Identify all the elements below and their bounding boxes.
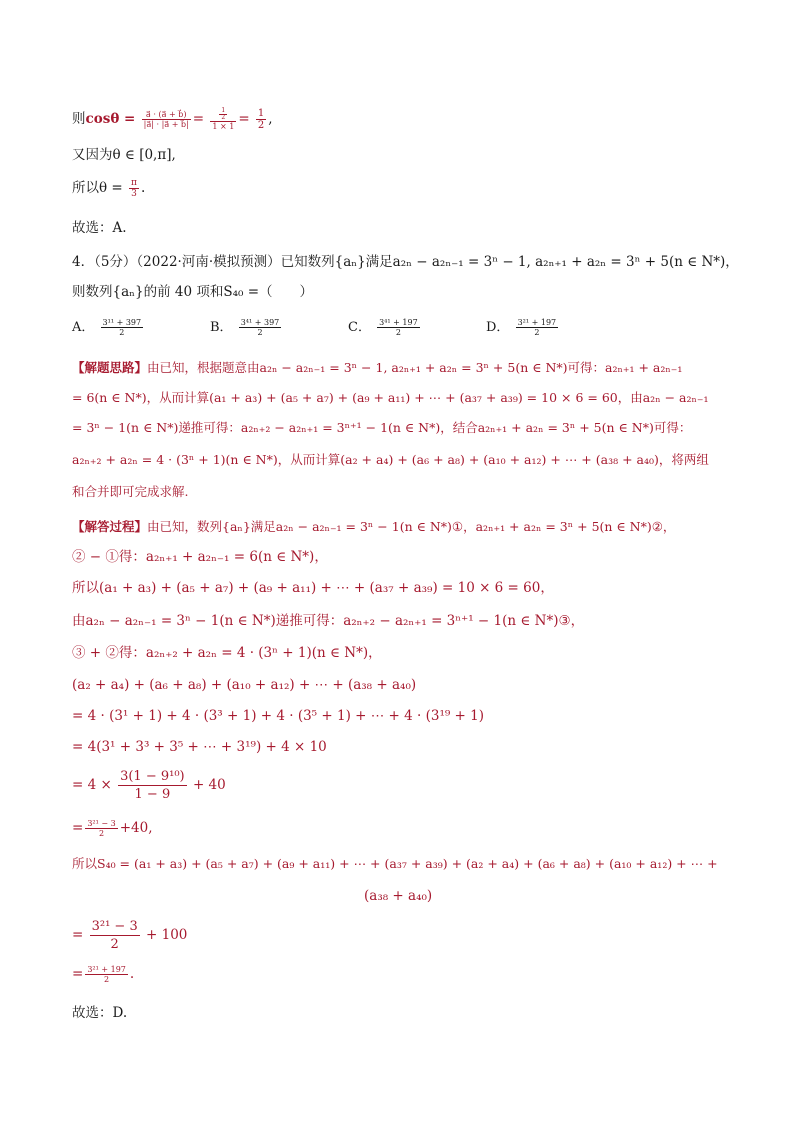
text-suffix: +40, xyxy=(119,820,153,836)
text-prefix: = xyxy=(72,966,84,982)
solution-text: 由已知，数列{aₙ}满足a₂ₙ − a₂ₙ₋₁ = 3ⁿ − 1(n ∈ N*)①，a₂ₙ₊₁ + a₂ₙ = 3ⁿ + 5(n ∈ N*)②， xyxy=(147,519,676,534)
fraction-numerator: 1 xyxy=(257,108,265,119)
fraction-one-half xyxy=(256,108,266,131)
fraction-small xyxy=(85,965,128,984)
fraction-numerator: 3¹¹ + 397 xyxy=(102,318,142,327)
fraction-denominator: 2 xyxy=(534,328,540,337)
option-fraction xyxy=(239,318,282,337)
question-4-stem-cont: 则数列{aₙ}的前 40 项和S₄₀ =（ ） xyxy=(72,284,314,300)
fraction-denominator: 1 × 1 xyxy=(212,122,235,131)
fraction-numerator: 3(1 − 9¹⁰) xyxy=(120,769,185,784)
nested-denominator: 2 xyxy=(221,114,226,121)
question-4-stem: 4．（5分）（2022·河南·模拟预测）已知数列{aₙ}满足a₂ₙ − a₂ₙ₋₁ = 3ⁿ − 1, a₂ₙ₊₁ + a₂ₙ = 3ⁿ + 5(n ∈ N*)， xyxy=(72,254,739,270)
text-prefix: = xyxy=(72,927,84,943)
option-fraction xyxy=(101,318,144,337)
text-suffix: . xyxy=(129,966,135,982)
fraction-numerator: 3⁴¹ + 397 xyxy=(240,318,280,327)
fraction-denominator: 1 − 9 xyxy=(134,787,171,802)
hint-line-1 xyxy=(72,358,682,378)
nested-numerator: 1 xyxy=(221,107,226,114)
answer-a: 故选：A. xyxy=(72,220,127,236)
option-label: C． xyxy=(348,320,371,335)
solution-line-13 xyxy=(72,918,187,953)
text-prefix: 则 xyxy=(72,111,86,127)
solution-line-14 xyxy=(72,964,134,984)
solution-line-5: ③ + ②得：a₂ₙ₊₂ + a₂ₙ = 4 · (3ⁿ + 1)(n ∈ N*)， xyxy=(72,645,382,661)
hint-line-2: = 6(n ∈ N*)，从而计算(a₁ + a₃) + (a₅ + a₇) + (a₉ + a₁₁) + ⋯ + (a₃₇ + a₃₉) = 10 × 6 = 60，由a₂ₙ − a₂ₙ₋₁ xyxy=(72,390,709,405)
option-d xyxy=(486,316,560,337)
solution-theta-value xyxy=(72,178,145,199)
hint-text: 由已知，根据题意由a₂ₙ − a₂ₙ₋₁ = 3ⁿ − 1, a₂ₙ₊₁ + a₂ₙ = 3ⁿ + 5(n ∈ N*)可得：a₂ₙ₊₁ + a₂ₙ₋₁ xyxy=(147,360,683,375)
fraction-numerator: 3²¹ + 197 xyxy=(87,965,126,974)
answer-d: 故选：D. xyxy=(72,1005,128,1021)
fraction-geometric-sum xyxy=(118,768,187,803)
fraction-numerator: a⃗ · (a⃗ + b⃗) xyxy=(142,110,191,120)
solution-line-12: (a₃₈ + a₄₀) xyxy=(364,888,433,904)
fraction-dot-product xyxy=(142,110,191,129)
hint-line-5: 和合并即可完成求解. xyxy=(72,484,189,499)
option-fraction xyxy=(516,318,559,337)
hint-line-4: a₂ₙ₊₂ + a₂ₙ = 4 · (3ⁿ + 1)(n ∈ N*)，从而计算(a₂ + a₄) + (a₆ + a₈) + (a₁₀ + a₁₂) + ⋯ + (a₃₈ + a₄₀)，将两组 xyxy=(72,452,709,467)
solution-line-7: = 4 · (3¹ + 1) + 4 · (3³ + 1) + 4 · (3⁵ + 1) + ⋯ + 4 · (3¹⁹ + 1) xyxy=(72,708,485,724)
hint-tag: 【解题思路】 xyxy=(72,360,148,375)
text-prefix: = xyxy=(72,820,84,836)
solution-line-2: ② − ①得：a₂ₙ₊₁ + a₂ₙ₋₁ = 6(n ∈ N*)， xyxy=(72,549,328,565)
text-prefix: = 4 × xyxy=(72,777,112,793)
fraction-numerator: π xyxy=(131,178,137,188)
fraction-pi-over-3 xyxy=(129,178,139,199)
solution-theta-range: 又因为θ ∈ [0,π], xyxy=(72,147,176,163)
text-suffix: . xyxy=(140,180,146,196)
text-suffix: + 100 xyxy=(146,927,188,943)
solution-line-10 xyxy=(72,818,152,838)
option-label: A． xyxy=(72,320,95,335)
solution-line-4: 由a₂ₙ − a₂ₙ₋₁ = 3ⁿ − 1(n ∈ N*)递推可得：a₂ₙ₊₂ − a₂ₙ₊₁ = 3ⁿ⁺¹ − 1(n ∈ N*)③， xyxy=(72,613,585,629)
solution-cos-line: 则cosθ = $\frac{a⃗ \cdot (a⃗ + b⃗)}{|a⃗| \cdot |a⃗ + b⃗|}$ = $\frac{\frac{1}{2}}{1 \times 1}$ = $\frac{1}{2}$ , xyxy=(72,107,273,131)
fraction-numerator: 3²¹ − 3 xyxy=(87,819,116,828)
option-a xyxy=(72,316,145,337)
solution-line-9 xyxy=(72,768,226,803)
solution-tag: 【解答过程】 xyxy=(72,519,148,534)
text-suffix: , xyxy=(268,111,273,127)
solution-line-1 xyxy=(72,517,675,537)
fraction-denominator: 2 xyxy=(119,328,125,337)
fraction-large xyxy=(90,918,140,953)
solution-line-3: 所以(a₁ + a₃) + (a₅ + a₇) + (a₉ + a₁₁) + ⋯ + (a₃₇ + a₃₉) = 10 × 6 = 60， xyxy=(72,580,554,596)
fraction-denominator: 2 xyxy=(257,120,265,131)
fraction-denominator: 2 xyxy=(110,937,119,952)
fraction-numerator: 3⁴¹ + 197 xyxy=(379,318,418,327)
fraction-numerator: 3²¹ − 3 xyxy=(91,919,138,934)
option-fraction xyxy=(377,318,420,337)
solution-line-8: = 4(3¹ + 3³ + 3⁵ + ⋯ + 3¹⁹) + 4 × 10 xyxy=(72,739,327,755)
option-label: B． xyxy=(210,320,233,335)
cos-expression: cosθ = xyxy=(85,111,136,127)
fraction-numerator: 3²¹ + 197 xyxy=(517,318,557,327)
fraction-denominator: 2 xyxy=(257,328,263,337)
hint-line-3: = 3ⁿ − 1(n ∈ N*)递推可得：a₂ₙ₊₂ − a₂ₙ₊₁ = 3ⁿ⁺¹ − 1(n ∈ N*)，结合a₂ₙ₊₁ + a₂ₙ = 3ⁿ + 5(n ∈ N*)可得： xyxy=(72,420,692,435)
text-prefix: 所以θ = xyxy=(72,180,123,196)
option-label: D． xyxy=(486,320,510,335)
option-b xyxy=(210,316,283,337)
fraction-half-over-one xyxy=(210,108,236,131)
fraction-denominator: |a⃗| · |a⃗ + b⃗| xyxy=(143,120,189,129)
solution-line-6: (a₂ + a₄) + (a₆ + a₈) + (a₁₀ + a₁₂) + ⋯ + (a₃₈ + a₄₀) xyxy=(72,677,417,693)
fraction-denominator: 2 xyxy=(98,829,105,838)
fraction-denominator: 3 xyxy=(131,189,137,199)
fraction-denominator: 2 xyxy=(104,975,110,984)
fraction-small xyxy=(85,819,117,838)
solution-line-11: 所以S₄₀ = (a₁ + a₃) + (a₅ + a₇) + (a₉ + a₁₁) + ⋯ + (a₃₇ + a₃₉) + (a₂ + a₄) + (a₆ + a₈) + (a₁₀ + a₁₂) + ⋯ + xyxy=(72,856,718,871)
text-suffix: + 40 xyxy=(192,777,226,793)
option-c xyxy=(348,316,422,337)
fraction-denominator: 2 xyxy=(395,328,401,337)
